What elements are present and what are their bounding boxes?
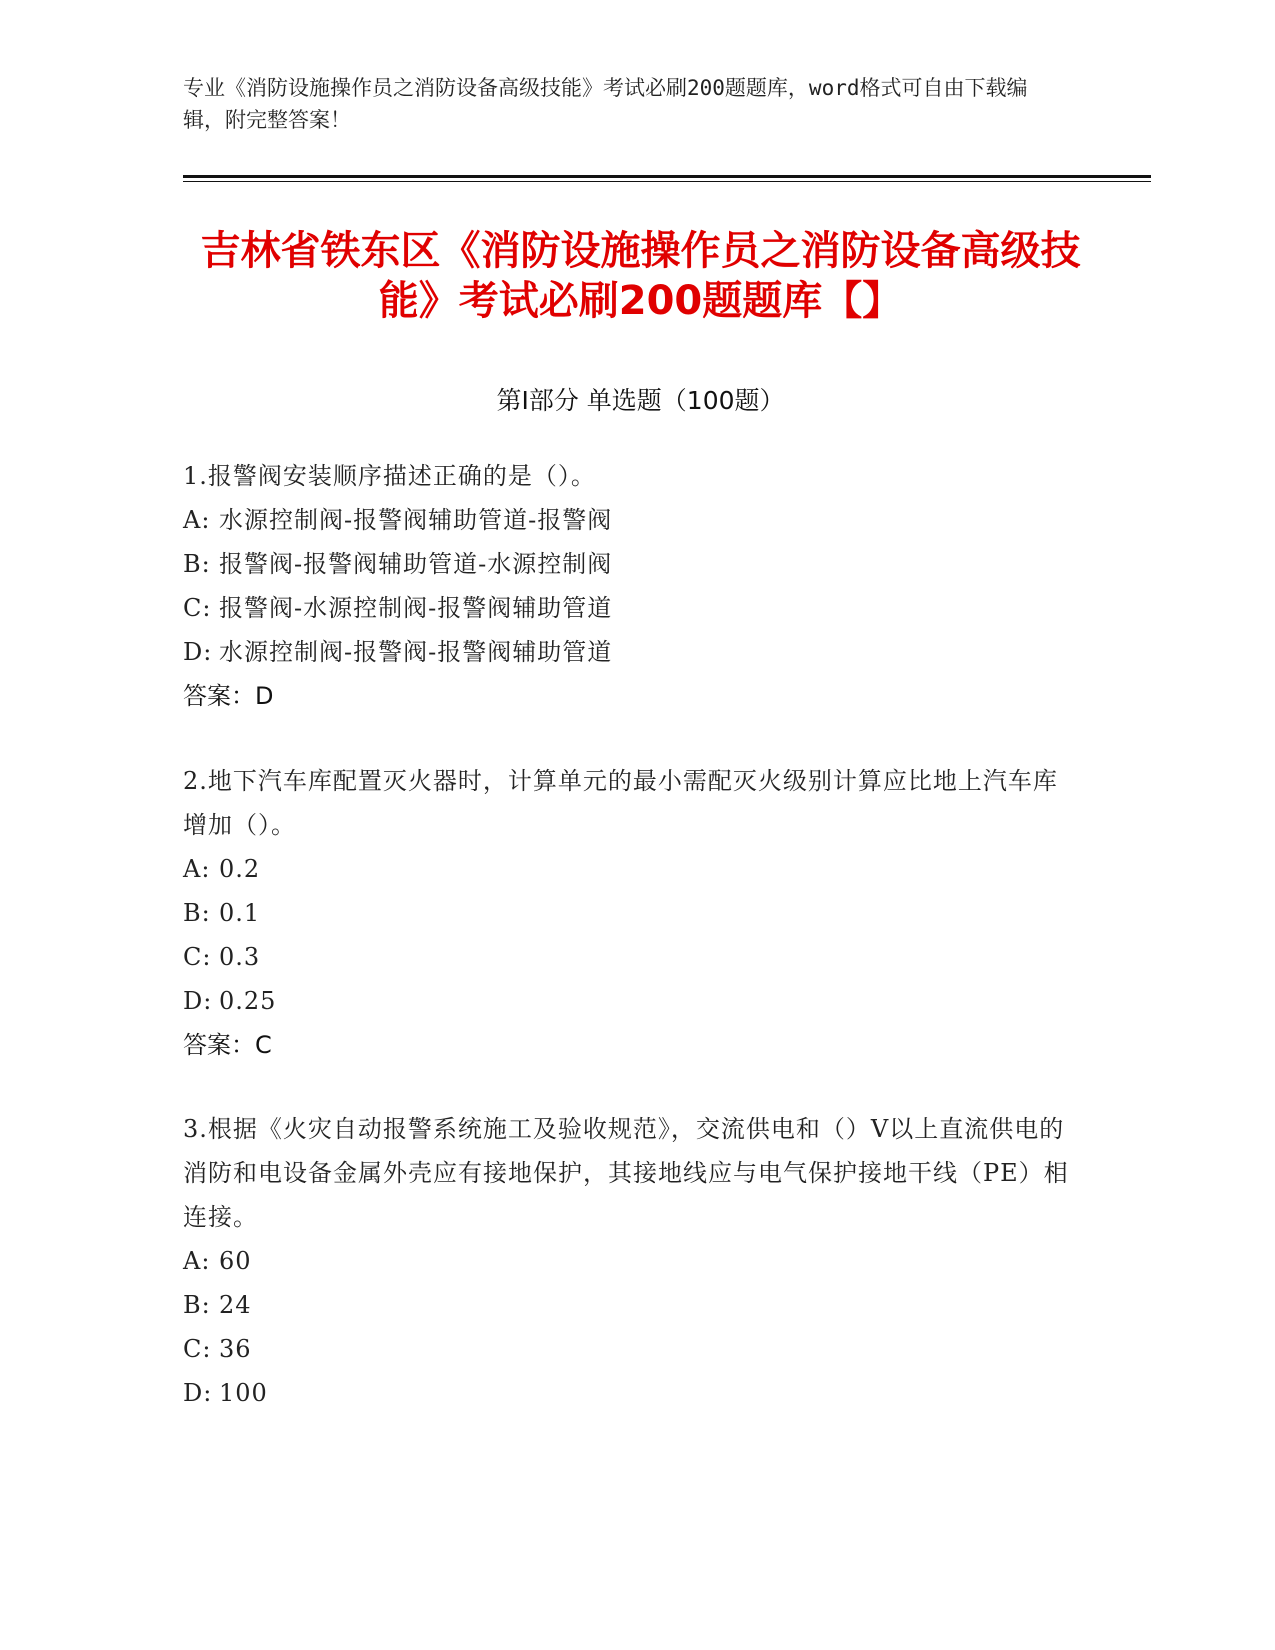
option-a [183, 847, 1073, 891]
option-text: 报警阀-水源控制阀-报警阀辅助管道 [219, 594, 613, 622]
option-a [183, 498, 1073, 542]
option-c [183, 586, 1073, 630]
option-d [183, 979, 1073, 1023]
option-letter: A: [183, 506, 211, 534]
option-text: 36 [219, 1335, 252, 1363]
option-letter: D: [183, 987, 213, 1015]
option-c [183, 1327, 1073, 1371]
option-text: 0.1 [219, 899, 261, 927]
answer: 答案：C [183, 1031, 272, 1059]
question-1 [183, 454, 1073, 718]
option-a [183, 1239, 1073, 1283]
option-b [183, 542, 1073, 586]
option-text: 0.25 [219, 987, 277, 1015]
header-divider-thin [183, 181, 1151, 182]
answer: 答案：D [183, 682, 274, 710]
option-letter: A: [183, 1247, 211, 1275]
option-text: 水源控制阀-报警阀辅助管道-报警阀 [219, 506, 613, 534]
option-text: 0.3 [219, 943, 261, 971]
question-text: 3.根据《火灾自动报警系统施工及验收规范》，交流供电和（）V以上直流供电的消防和电设备金属外壳应有接地保护，其接地线应与电气保护接地干线（PE）相连接。 [183, 1115, 1069, 1231]
option-letter: D: [183, 638, 213, 666]
document-title: 吉林省铁东区《消防设施操作员之消防设备高级技能》考试必刷200题题库【】 [200, 228, 1081, 324]
option-letter: B: [183, 550, 211, 578]
option-letter: B: [183, 899, 211, 927]
option-text: 水源控制阀-报警阀-报警阀辅助管道 [219, 638, 613, 666]
option-letter: C: [183, 943, 212, 971]
option-b [183, 1283, 1073, 1327]
option-letter: C: [183, 1335, 212, 1363]
option-d [183, 630, 1073, 674]
option-b [183, 891, 1073, 935]
option-text: 0.2 [219, 855, 261, 883]
option-letter: A: [183, 855, 211, 883]
header-note: 专业《消防设施操作员之消防设备高级技能》考试必刷200题题库，word格式可自由下载编辑，附完整答案！ [183, 76, 1028, 132]
option-letter: D: [183, 1379, 213, 1407]
question-2 [183, 759, 1073, 1067]
header-divider-thick [183, 175, 1151, 178]
section-title: 第Ⅰ部分 单选题（100题） [496, 386, 785, 415]
option-c [183, 935, 1073, 979]
option-text: 100 [219, 1379, 268, 1407]
option-letter: C: [183, 594, 212, 622]
option-d [183, 1371, 1073, 1415]
option-letter: B: [183, 1291, 211, 1319]
question-text: 1.报警阀安装顺序描述正确的是（）。 [183, 462, 596, 490]
option-text: 24 [219, 1291, 252, 1319]
question-text: 2.地下汽车库配置灭火器时，计算单元的最小需配灭火级别计算应比地上汽车库增加（）。 [183, 767, 1058, 839]
option-text: 报警阀-报警阀辅助管道-水源控制阀 [219, 550, 613, 578]
question-3 [183, 1107, 1073, 1415]
option-text: 60 [219, 1247, 252, 1275]
